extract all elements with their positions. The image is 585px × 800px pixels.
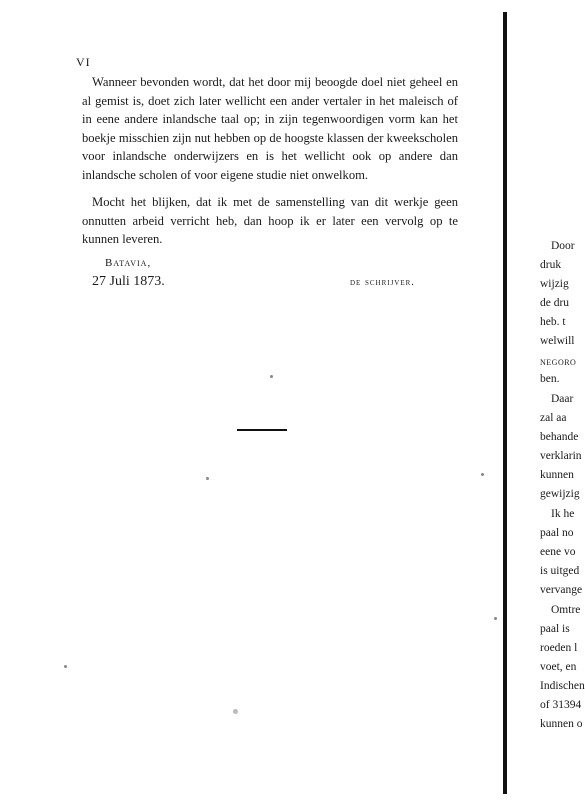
place-line: Batavia, [105, 257, 152, 269]
horizontal-rule [237, 429, 287, 431]
speck [233, 709, 238, 714]
speck [481, 473, 484, 476]
right-text-fragment: verklarin [540, 450, 582, 462]
right-text-fragment: behande [540, 431, 579, 443]
paragraph-2 [82, 193, 458, 249]
speck [206, 477, 209, 480]
page-number: VI [76, 55, 91, 69]
paragraph-1 [82, 73, 458, 184]
right-text-fragment: vervange [540, 584, 583, 596]
right-text-fragment: welwill [540, 335, 575, 347]
right-text-fragment: paal no [540, 527, 574, 539]
right-text-fragment: kunnen o [540, 718, 583, 730]
right-text-fragment: of 31394 [540, 699, 582, 711]
right-text-fragment: heb. t [540, 316, 566, 328]
right-text-fragment: kunnen [540, 469, 574, 481]
speck [270, 375, 273, 378]
right-text-fragment: Daar [551, 393, 574, 405]
right-text-fragment: Door [551, 240, 575, 252]
right-text-fragment: eene vo [540, 546, 576, 558]
right-text-fragment: roeden l [540, 642, 578, 654]
paragraph-2-text: Mocht het blijken, dat ik met de samenstelling van dit werkje geen onnutten arbeid verricht heb, dan hoop ik er later een vervolg op te kunnen leveren. [82, 195, 458, 246]
speck [64, 665, 67, 668]
paragraph-1-text: Wanneer bevonden wordt, dat het door mij beoogde doel niet geheel en al gemist is, doet zich later wellicht een ander vertaler in het maleisch of in eene andere inlandsche taal op; in zijn tegenwoordigen vorm kan het boekje misschien zijn nut hebben op de hoogste klassen der kweekscholen voor inlandsche onderwijzers en is het wellicht ook op andere dan inlandsche scholen of voor eigene studie niet onwelkom. [82, 75, 458, 182]
right-text-fragment: wijzig [540, 278, 569, 290]
right-text-fragment: paal is [540, 623, 570, 635]
right-text-fragment: gewijzig [540, 488, 580, 500]
right-text-fragment: Ik he [551, 508, 575, 520]
right-page-fragment [507, 0, 585, 800]
right-text-fragment: NEGORO [540, 358, 577, 367]
right-text-fragment: Omtre [551, 604, 581, 616]
right-text-fragment: zal aa [540, 412, 567, 424]
right-text-fragment: ben. [540, 373, 560, 385]
speck [494, 617, 497, 620]
right-text-fragment: Indischen [540, 680, 585, 692]
right-text-fragment: druk [540, 259, 562, 271]
signature: de schrijver. [350, 277, 415, 288]
right-text-fragment: de dru [540, 297, 570, 309]
date-line: 27 Juli 1873. [92, 274, 165, 289]
right-text-fragment: voet, en [540, 661, 577, 673]
right-text-fragment: is uitged [540, 565, 580, 577]
